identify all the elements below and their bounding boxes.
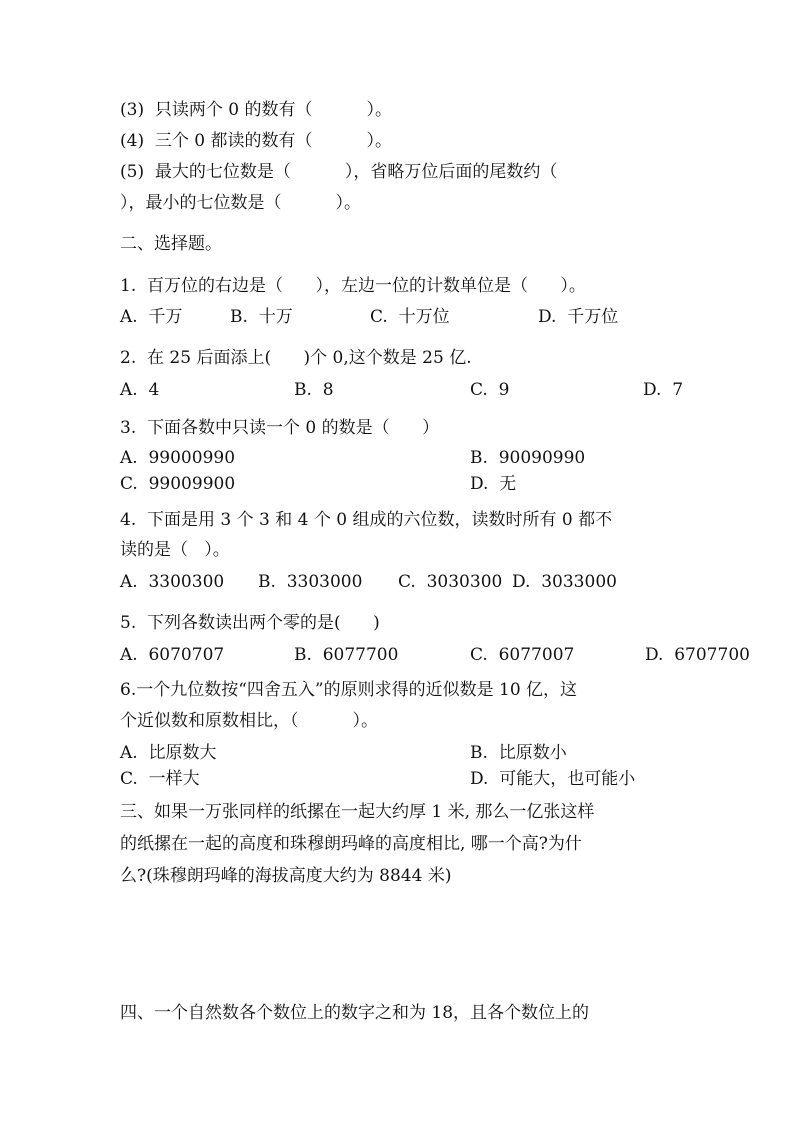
question-1-option-c: C. 十万位 bbox=[370, 307, 450, 327]
question-6-option-a: A. 比原数大 bbox=[120, 743, 217, 763]
question-4-option-a: A. 3300300 bbox=[120, 572, 225, 592]
question-4-option-d: D. 3033000 bbox=[512, 572, 617, 592]
question-6-option-c: C. 一样大 bbox=[120, 769, 200, 789]
section-3-line2: 的纸摞在一起的高度和珠穆朗玛峰的高度相比, 哪一个高?为什 bbox=[120, 834, 582, 854]
question-4-stem-line1: 4. 下面是用 3 个 3 和 4 个 0 组成的六位数，读数时所有 0 都不 bbox=[120, 510, 613, 530]
fill-item-5-line2: ），最小的七位数是（ ）。 bbox=[120, 193, 362, 213]
question-5-option-c: C. 6077007 bbox=[470, 645, 575, 665]
fill-item-4: (4) 三个 0 都读的数有（ ）。 bbox=[120, 131, 393, 151]
question-3-option-b: B. 90090990 bbox=[470, 448, 586, 468]
question-3-option-a: A. 99000990 bbox=[120, 448, 236, 468]
question-3-option-c: C. 99009900 bbox=[120, 474, 236, 494]
question-6-option-d: D. 可能大，也可能小 bbox=[470, 769, 636, 789]
question-5-stem: 5. 下列各数读出两个零的是( ) bbox=[120, 613, 380, 633]
question-4-stem-line2: 读的是（ ）。 bbox=[120, 540, 230, 560]
question-6-option-b: B. 比原数小 bbox=[470, 743, 567, 763]
question-1-stem: 1. 百万位的右边是（ ），左边一位的计数单位是（ ）。 bbox=[120, 276, 586, 296]
section-3-line3: 么?(珠穆朗玛峰的海拔高度大约为 8844 米) bbox=[120, 866, 452, 886]
section-3-line1: 三、如果一万张同样的纸摞在一起大约厚 1 米, 那么一亿张这样 bbox=[120, 802, 595, 822]
question-5-option-b: B. 6077700 bbox=[294, 645, 399, 665]
question-6-stem-line2: 个近似数和原数相比，（ ）。 bbox=[120, 711, 379, 731]
question-6-stem-line1: 6.一个九位数按“四舍五入”的原则求得的近似数是 10 亿，这 bbox=[120, 680, 578, 700]
question-3-stem: 3. 下面各数中只读一个 0 的数是（ ） bbox=[120, 418, 440, 438]
question-5-option-d: D. 6707700 bbox=[645, 645, 750, 665]
question-2-option-d: D. 7 bbox=[643, 380, 684, 400]
question-4-option-b: B. 3303000 bbox=[258, 572, 363, 592]
section-4-line1: 四、一个自然数各个数位上的数字之和为 18，且各个数位上的 bbox=[120, 1003, 590, 1023]
question-1-option-a: A. 千万 bbox=[120, 307, 183, 327]
question-2-option-b: B. 8 bbox=[294, 380, 334, 400]
section-heading-choice: 二、选择题。 bbox=[120, 234, 222, 254]
fill-item-3: (3) 只读两个 0 的数有（ ）。 bbox=[120, 100, 393, 120]
question-2-option-a: A. 4 bbox=[120, 380, 160, 400]
question-1-option-d: D. 千万位 bbox=[538, 307, 619, 327]
question-3-option-d: D. 无 bbox=[470, 474, 517, 494]
question-4-option-c: C. 3030300 bbox=[398, 572, 503, 592]
question-2-option-c: C. 9 bbox=[470, 380, 510, 400]
fill-item-5-line1: (5) 最大的七位数是（ ），省略万位后面的尾数约（ bbox=[120, 162, 558, 182]
question-2-stem: 2. 在 25 后面添上( )个 0,这个数是 25 亿. bbox=[120, 348, 472, 368]
question-1-option-b: B. 十万 bbox=[230, 307, 293, 327]
question-5-option-a: A. 6070707 bbox=[120, 645, 225, 665]
